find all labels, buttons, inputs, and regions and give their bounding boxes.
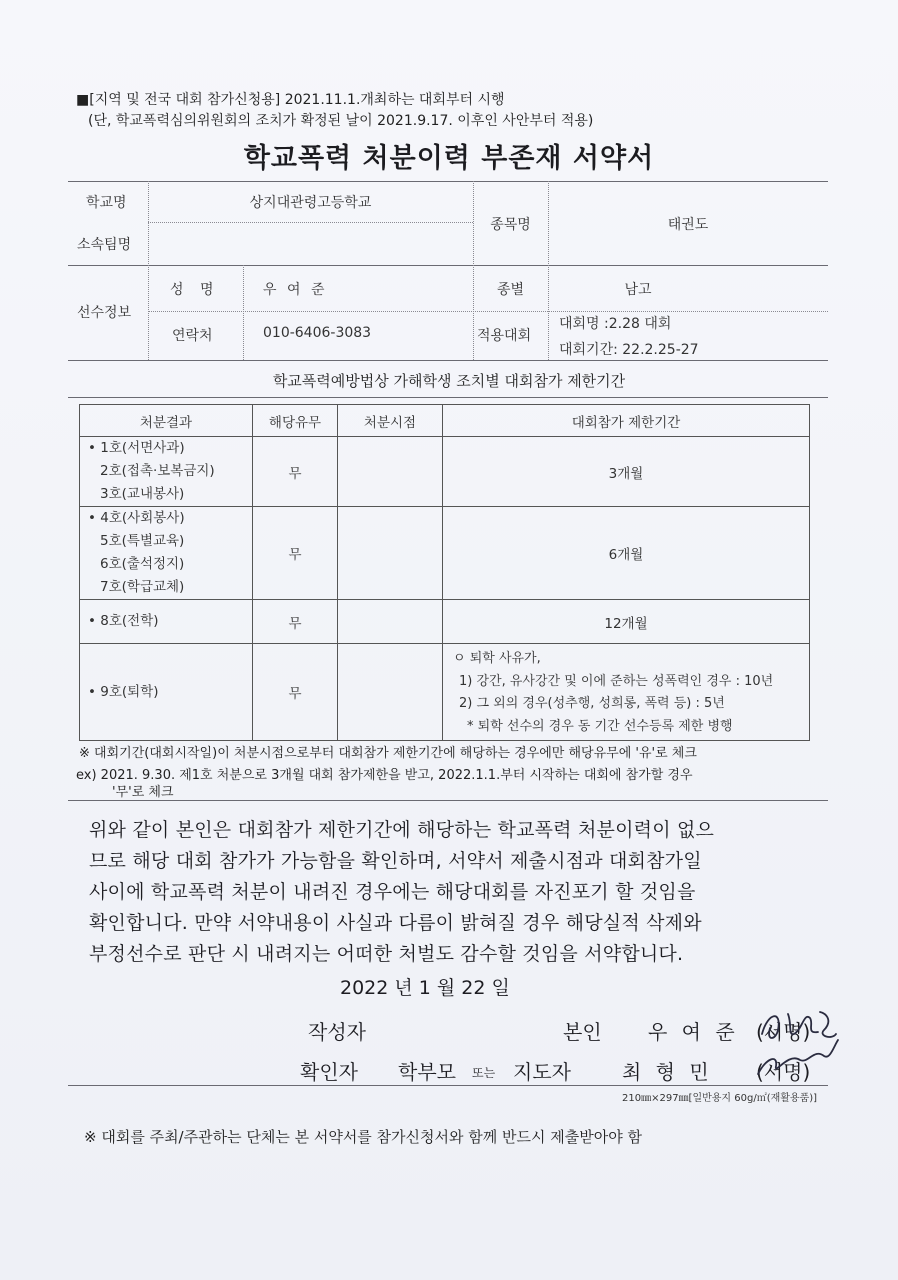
category-value: 남고 bbox=[624, 282, 652, 298]
table-row bbox=[80, 437, 810, 507]
result-cell bbox=[80, 437, 253, 507]
period-line: * 퇴학 선수의 경우 동 기간 선수등록 제한 병행 bbox=[467, 718, 733, 734]
event-label: 종목명 bbox=[490, 217, 531, 233]
signature-rule bbox=[68, 1085, 828, 1086]
contact-label: 연락처 bbox=[172, 328, 213, 344]
col-header-period: 대회참가 제한기간 bbox=[443, 405, 810, 437]
list-item: 7호(학급교체) bbox=[100, 579, 185, 595]
pledge-line: 사이에 학교폭력 처분이 내려진 경우에는 해당대회를 자진포기 할 것임을 bbox=[89, 881, 696, 903]
coach-label: 지도자 bbox=[513, 1060, 571, 1084]
applies-cell: 무 bbox=[253, 437, 338, 507]
self-name: 우 여 준 bbox=[648, 1020, 739, 1044]
or-label: 또는 bbox=[472, 1066, 496, 1080]
when-cell bbox=[338, 507, 443, 600]
name-label: 성 명 bbox=[170, 282, 220, 298]
period-cell: 6개월 bbox=[443, 507, 810, 600]
self-label: 본인 bbox=[563, 1020, 602, 1044]
meet-period: 대회기간: 22.2.25-27 bbox=[559, 342, 699, 358]
pledge-line: 부정선수로 판단 시 내려지는 어떠한 처벌도 감수할 것임을 서약합니다. bbox=[89, 943, 684, 965]
col-header-applies: 해당유무 bbox=[253, 405, 338, 437]
header-line-1: ■[지역 및 전국 대회 참가신청용] 2021.11.1.개최하는 대회부터 시행 bbox=[76, 92, 505, 108]
info-border-bottom bbox=[68, 360, 828, 361]
info-divider bbox=[243, 265, 244, 360]
team-label: 소속팀명 bbox=[77, 237, 132, 253]
info-divider bbox=[68, 265, 828, 266]
list-item: 6호(출석정지) bbox=[100, 556, 185, 572]
sign-mark-2: (서명) bbox=[756, 1060, 811, 1084]
applied-meet-label: 적용대회 bbox=[477, 328, 532, 344]
applies-cell: 무 bbox=[253, 507, 338, 600]
table-row bbox=[80, 644, 810, 741]
when-cell bbox=[338, 437, 443, 507]
school-label: 학교명 bbox=[86, 195, 127, 211]
period-line: 2) 그 외의 경우(성추행, 성희롱, 폭력 등) : 5년 bbox=[459, 696, 725, 711]
note-line-2: ex) 2021. 9.30. 제1호 처분으로 3개월 대회 참가제한을 받고, 2022.1.1.부터 시작하는 대회에 참가할 경우 bbox=[76, 768, 693, 783]
list-item: • 1호(서면사과) bbox=[88, 440, 185, 456]
contact-value: 010-6406-3083 bbox=[263, 325, 372, 341]
coach-name: 최 형 민 bbox=[622, 1060, 713, 1084]
table-row bbox=[80, 600, 810, 644]
col-header-result: 처분결과 bbox=[80, 405, 253, 437]
footer-note: ※ 대회를 주최/주관하는 단체는 본 서약서를 참가신청서와 함께 반드시 제출받아야 함 bbox=[84, 1128, 642, 1146]
pledge-date: 2022 년 1 월 22 일 bbox=[340, 977, 510, 999]
limits-table bbox=[79, 404, 810, 741]
pledge-line: 확인합니다. 만약 서약내용이 사실과 다름이 밝혀질 경우 해당실적 삭제와 bbox=[89, 912, 702, 934]
col-header-when: 처분시점 bbox=[338, 405, 443, 437]
when-cell bbox=[338, 600, 443, 644]
event-value: 태권도 bbox=[667, 217, 709, 233]
notes-rule bbox=[68, 800, 828, 801]
note-line-1: ※ 대회기간(대회시작일)이 처분시점으로부터 대회참가 제한기간에 해당하는 경우에만 해당유무에 '유'로 체크 bbox=[79, 746, 697, 761]
limits-title: 학교폭력예방법상 가해학생 조치별 대회참가 제한기간 bbox=[272, 372, 626, 390]
applies-cell: 무 bbox=[253, 600, 338, 644]
document-title: 학교폭력 처분이력 부존재 서약서 bbox=[243, 143, 655, 174]
category-label: 종별 bbox=[496, 282, 525, 298]
list-item: 5호(특별교육) bbox=[100, 533, 185, 549]
info-border-top bbox=[68, 181, 828, 182]
list-item: 2호(접촉·보복금지) bbox=[100, 463, 215, 479]
info-divider bbox=[548, 181, 549, 360]
limits-title-rule bbox=[68, 397, 828, 398]
period-line: 1) 강간, 유사강간 및 이에 준하는 성폭력인 경우 : 10년 bbox=[459, 673, 774, 689]
parent-label: 학부모 bbox=[398, 1060, 456, 1084]
player-info-label: 선수정보 bbox=[77, 305, 132, 321]
period-cell: 3개월 bbox=[443, 437, 810, 507]
period-cell bbox=[443, 644, 810, 741]
info-divider bbox=[148, 222, 473, 223]
list-item: • 9호(퇴학) bbox=[88, 683, 159, 700]
pledge-line: 므로 해당 대회 참가가 가능함을 확인하며, 서약서 제출시점과 대회참가일 bbox=[89, 850, 702, 872]
info-divider bbox=[148, 311, 828, 312]
when-cell bbox=[338, 644, 443, 741]
list-item: 3호(교내봉사) bbox=[100, 486, 185, 502]
result-cell bbox=[80, 600, 253, 644]
confirm-label: 확인자 bbox=[300, 1060, 358, 1084]
list-item: • 8호(전학) bbox=[88, 613, 159, 629]
period-line: ㅇ 퇴학 사유가, bbox=[453, 651, 541, 666]
info-divider bbox=[473, 181, 474, 360]
result-cell bbox=[80, 644, 253, 741]
paper-spec: 210㎜×297㎜[일반용지 60g/㎡(재활용품)] bbox=[622, 1093, 818, 1104]
applies-cell: 무 bbox=[253, 644, 338, 741]
pledge-line: 위와 같이 본인은 대회참가 제한기간에 해당하는 학교폭력 처분이력이 없으 bbox=[89, 819, 715, 841]
note-line-3: '무'로 체크 bbox=[112, 785, 174, 800]
table-row bbox=[80, 507, 810, 600]
handwritten-signature bbox=[748, 1004, 840, 1084]
list-item: • 4호(사회봉사) bbox=[88, 510, 185, 526]
result-cell bbox=[80, 507, 253, 600]
author-label: 작성자 bbox=[308, 1020, 366, 1044]
sign-mark: (서명) bbox=[756, 1020, 811, 1044]
meet-name: 대회명 :2.28 대회 bbox=[559, 316, 672, 332]
header-line-2: (단, 학교폭력심의위원회의 조치가 확정된 날이 2021.9.17. 이후인 사안부터 적용) bbox=[88, 113, 594, 129]
period-cell: 12개월 bbox=[443, 600, 810, 644]
name-value: 우 여 준 bbox=[263, 282, 328, 298]
school-value: 상지대관령고등학교 bbox=[249, 195, 372, 211]
